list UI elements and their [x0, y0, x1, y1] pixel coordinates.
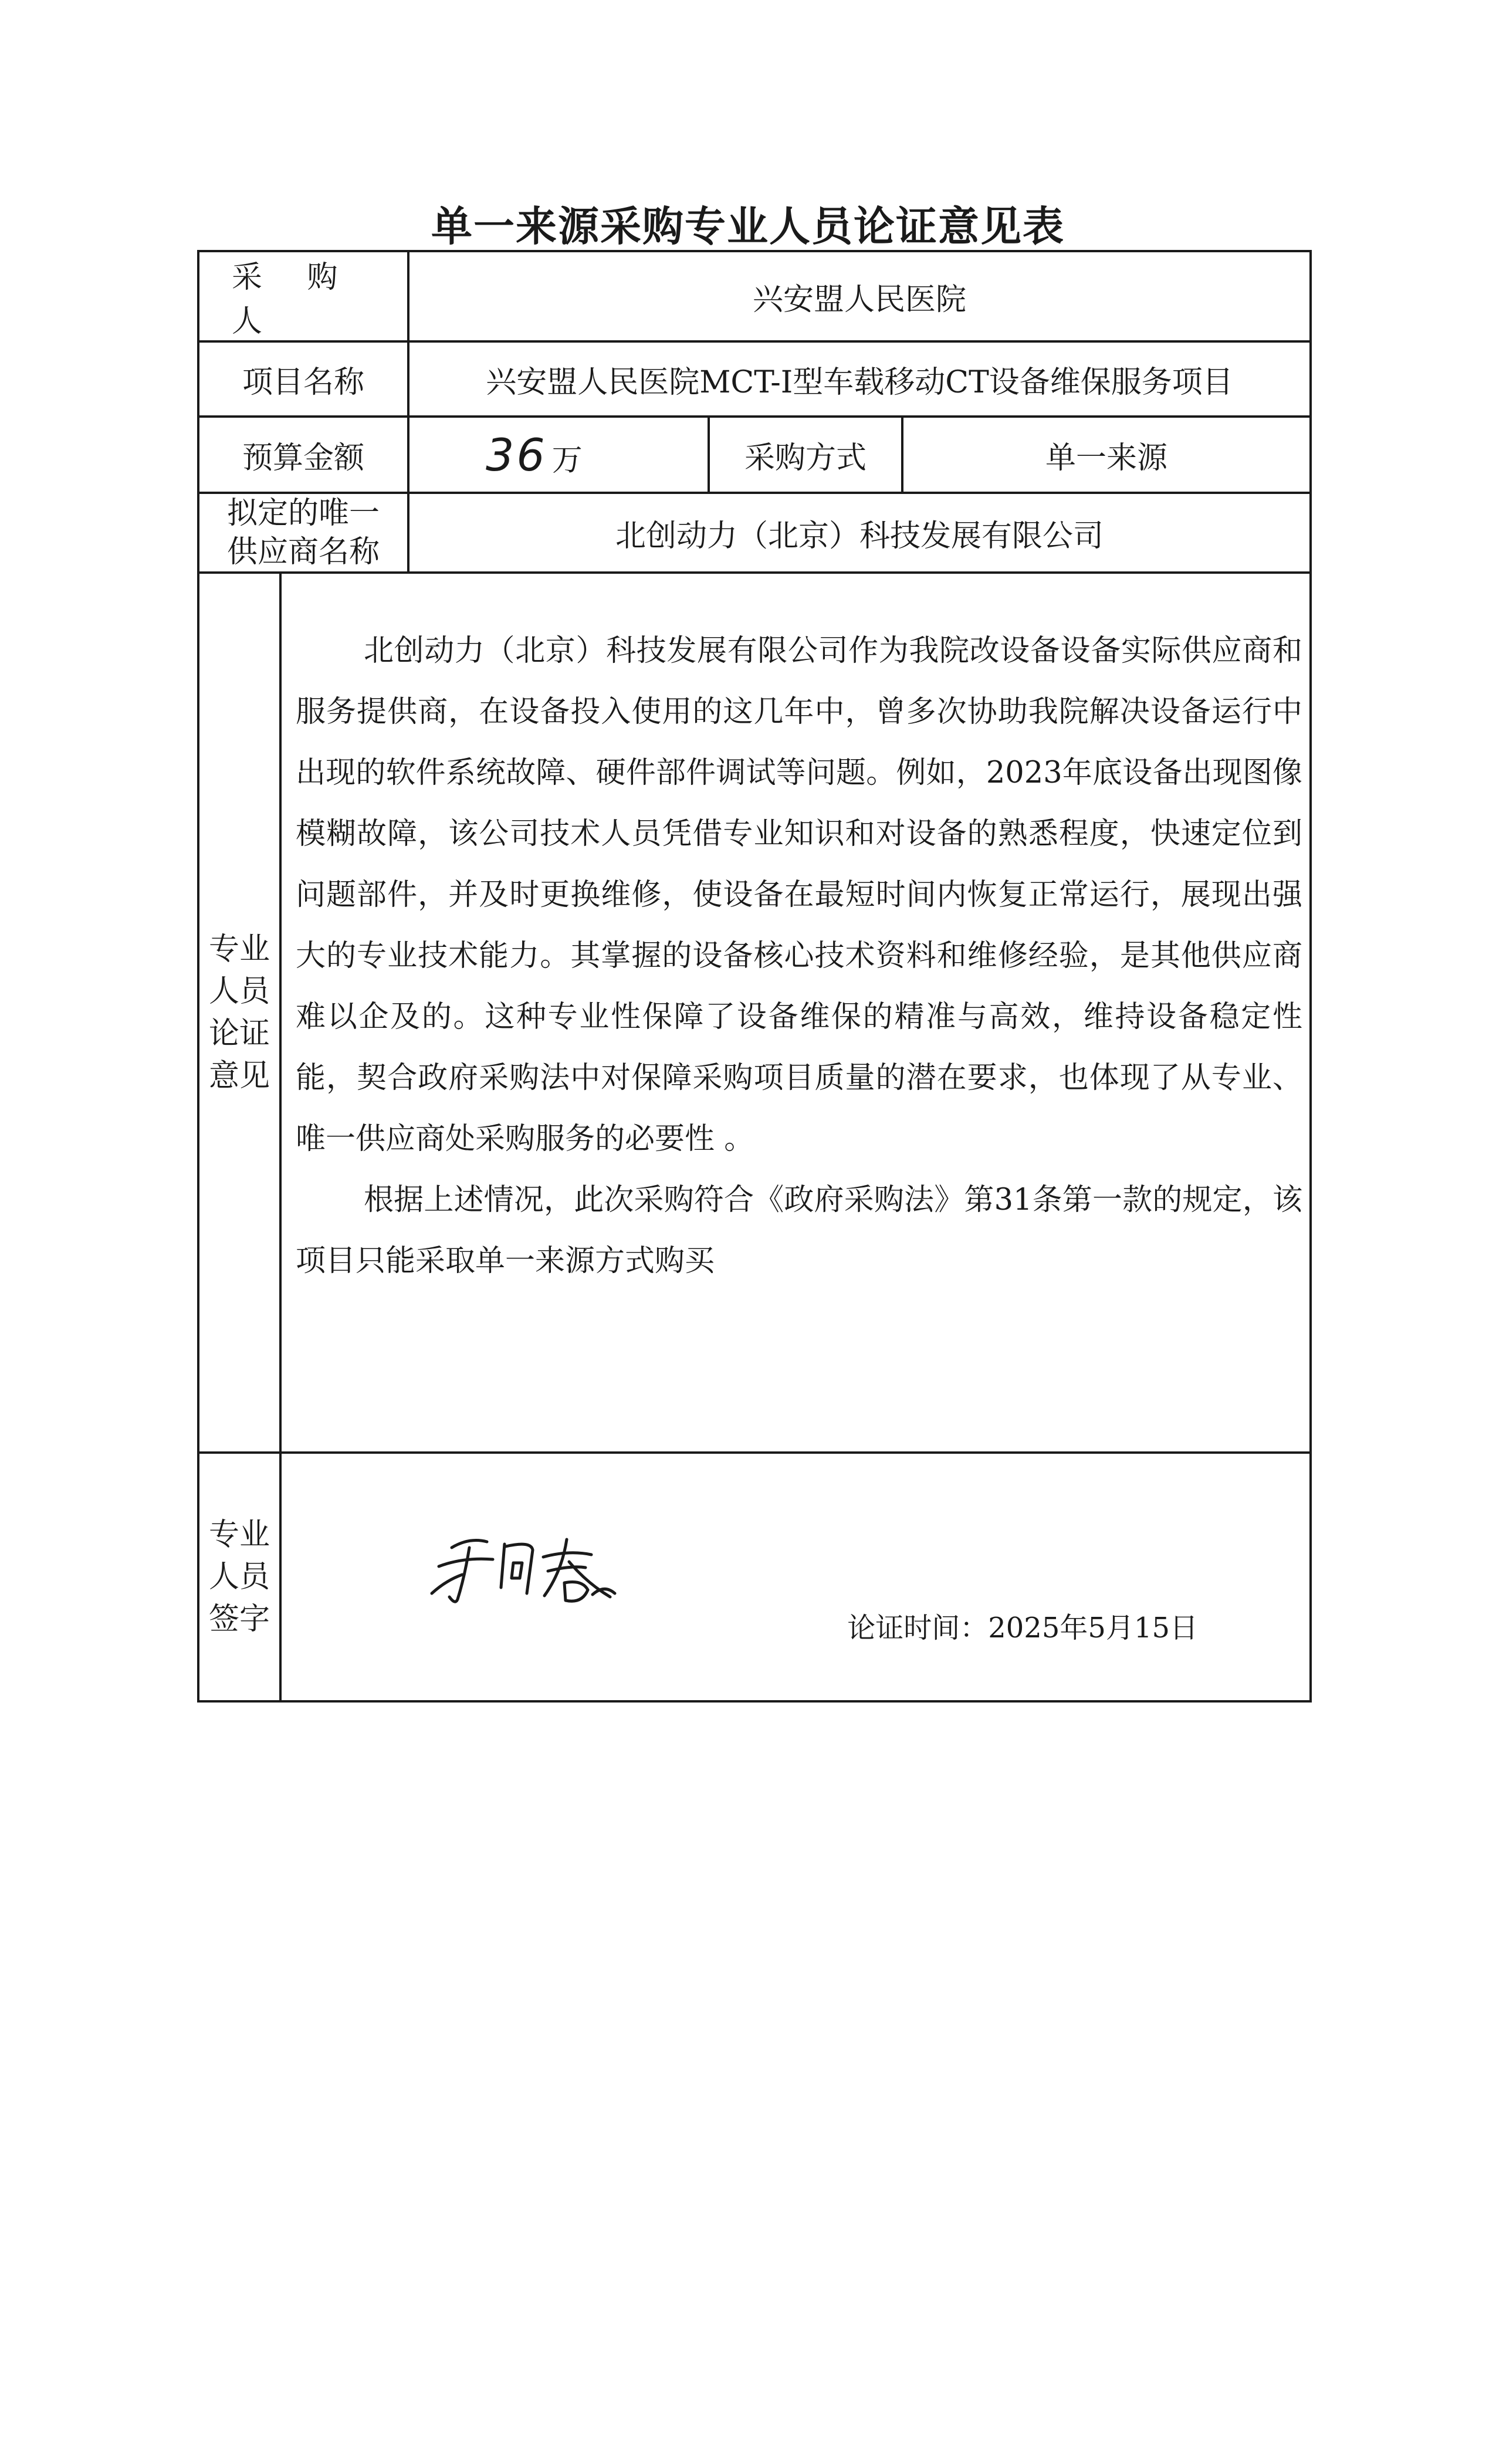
opinion-paragraph-2: 根据上述情况，此次采购符合《政府采购法》第31条第一款的规定，该项目只能采取单一来源方式购买 [296, 1183, 1302, 1278]
handwritten-signature [428, 1524, 628, 1612]
signature-content [280, 1453, 1311, 1701]
budget-label: 预算金额 [198, 417, 408, 493]
budget-unit: 万 [551, 442, 583, 478]
procurement-method-value: 单一来源 [902, 417, 1311, 493]
supplier-label [198, 493, 408, 573]
supplier-label-line1: 拟定的唯一 [226, 496, 380, 531]
supplier-value: 北创动力（北京）科技发展有限公司 [408, 493, 1311, 573]
signature-label-line: 人员 [208, 1559, 270, 1595]
page-title: 单一来源采购专业人员论证意见表 [431, 202, 1065, 251]
signature-label-line: 签字 [208, 1602, 270, 1637]
signature-label [198, 1453, 280, 1701]
opinion-label-line: 论证 [208, 1016, 270, 1051]
supplier-row [198, 493, 1311, 573]
budget-value [408, 417, 709, 493]
form-table [197, 250, 1312, 1703]
supplier-label-line2: 供应商名称 [226, 534, 380, 570]
budget-handwritten-amount: 36 [486, 428, 547, 481]
purchaser-value: 兴安盟人民医院 [408, 251, 1311, 341]
signature-date: 论证时间：2025年5月15日 [847, 1612, 1198, 1644]
opinion-label-line: 专业 [208, 932, 270, 967]
project-name-value: 兴安盟人民医院MCT-I型车载移动CT设备维保服务项目 [408, 341, 1311, 417]
project-name-row [198, 341, 1311, 417]
procurement-method-label: 采购方式 [709, 417, 902, 493]
signature-label-line: 专业 [208, 1517, 270, 1552]
opinion-paragraph-1: 北创动力（北京）科技发展有限公司作为我院改设备设备实际供应商和服务提供商，在设备投入使用的这几年中，曾多次协助我院解决设备运行中出现的软件系统故障、硬件部件调试等问题。例如，2023年底设备出现图像模糊故障，该公司技术人员凭借专业知识和对设备的熟悉程度，快速定位到问题部件，并及时更换维修，使设备在最短时间内恢复正常运行，展现出强大的专业技术能力。其掌握的设备核心技术资料和维修经验，是其他供应商难以企及的。这种专业性保障了设备维保的精准与高效，维持设备稳定性能，契合政府采购法中对保障采购项目质量的潜在要求，也体现了从专业、唯一供应商处采购服务的必要性 。 [296, 634, 1302, 1156]
opinion-content [280, 573, 1311, 1453]
project-name-label: 项目名称 [198, 341, 408, 417]
opinion-row [198, 573, 1311, 1453]
opinion-label-line: 人员 [208, 974, 270, 1009]
signature-row [198, 1453, 1311, 1701]
purchaser-label: 采 购 人 [198, 251, 408, 341]
opinion-label-line: 意见 [208, 1058, 270, 1094]
budget-method-row [198, 417, 1311, 493]
opinion-label [198, 573, 280, 1453]
purchaser-row [198, 251, 1311, 341]
